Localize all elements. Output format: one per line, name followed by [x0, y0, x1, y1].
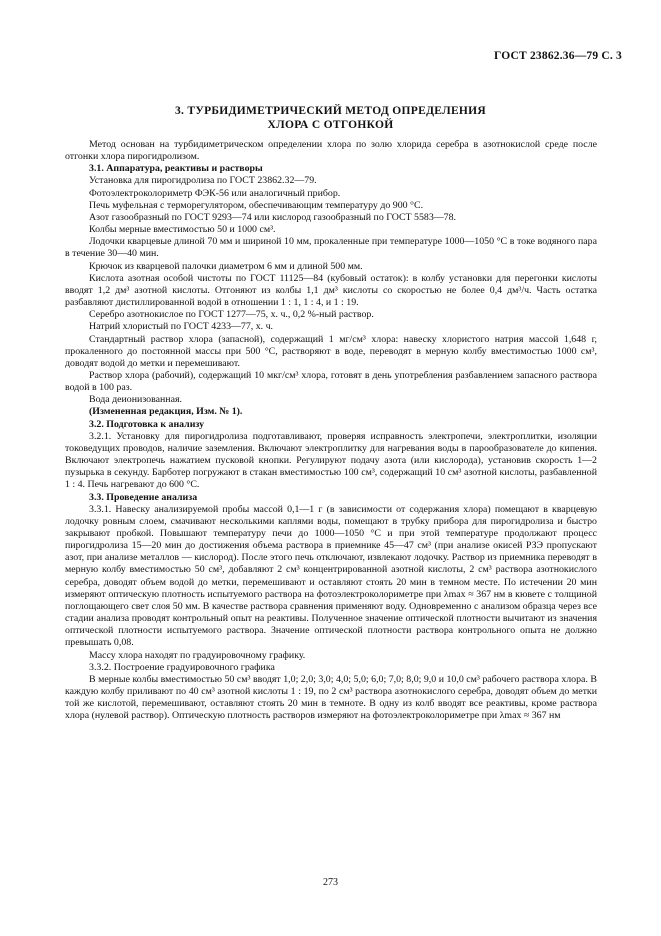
body-paragraph: Азот газообразный по ГОСТ 9293—74 или кислород газообразный по ГОСТ 5583—78. — [89, 211, 457, 223]
subsection-heading: 3.1. Аппаратура, реактивы и растворы — [89, 163, 263, 175]
body-paragraph: Лодочки кварцевые длиной 70 мм и шириной 10 мм, прокаленные при температуре 1000—1050 °С в токе водяного пара в течение 30—40 мин. — [65, 236, 597, 260]
body-paragraph: Вода деионизованная. — [89, 394, 182, 406]
body-paragraph: Натрий хлористый по ГОСТ 4233—77, х. ч. — [89, 321, 274, 333]
subsection-heading: 3.3. Проведение анализа — [89, 491, 198, 503]
subsection-heading: 3.2. Подготовка к анализу — [89, 418, 205, 430]
body-paragraph: Колбы мерные вместимостью 50 и 1000 см³. — [89, 224, 276, 236]
page-number: 273 — [323, 877, 338, 888]
body-paragraph: В мерные колбы вместимостью 50 см³ вводят 1,0; 2,0; 3,0; 4,0; 5,0; 6,0; 7,0; 8,0; 9,0 и 10,0 см³ рабочего раствора хлора. В каждую колбу приливают по 40 см³ азотной кислоты 1 : 19, по 2 см³ раствора азотнокислого серебра, доводят объем до метки той же кислотой, перемешивают, оставляют стоять 20 мин в темноте. В одну из колб вводят все реактивы, кроме раствора хлора (нулевой раствор). Оптическую плотность растворов измеряют на фотоэлектроколориметре при λmax ≈ 367 нм — [65, 673, 597, 722]
body-paragraph: 3.3.2. Построение градуировочного графика — [89, 661, 275, 673]
body-paragraph: Крючок из кварцевой палочки диаметром 6 мм и длиной 500 мм. — [89, 260, 363, 272]
body-paragraph: Массу хлора находят по градуировочному графику. — [89, 649, 306, 661]
section-title-line-1: 3. ТУРБИДИМЕТРИЧЕСКИЙ МЕТОД ОПРЕДЕЛЕНИЯ — [174, 105, 487, 117]
body-paragraph: Стандартный раствор хлора (запасной), содержащий 1 мг/см³ хлора: навеску хлористого натрия массой 1,648 г, прокаленного до постоянной массы при 500 °С, растворяют в воде, переводят в мерную колбу вместимостью 1000 см³, доводят водой до метки и перемешивают. — [65, 333, 597, 369]
body-paragraph: Серебро азотнокислое по ГОСТ 1277—75, х. ч., 0,2 %-ный раствор. — [89, 309, 374, 321]
document-body — [65, 139, 597, 723]
body-paragraph: Кислота азотная особой чистоты по ГОСТ 11125—84 (кубовый остаток): в колбу установки для перегонки кислоты вводят 1,2 дм³ азотной кислоты. Отгоняют из колбы 1,1 дм³ кислоты со скоростью не более 0,4 дм³/ч. Часть остатка разбавляют дистиллированной водой в отношении 1 : 1, 1 : 4, и 1 : 19. — [65, 272, 597, 309]
body-paragraph: 3.2.1. Установку для пирогидролиза подготавливают, проверяя исправность электропечи, электроплитки, изоляции токоведущих проводов, наличие заземления. Включают электроплитку для нагревания воды в парообразователе до кипения. Включают электропечь нажатием пусковой кнопки. Регулируют подачу азота (или кислорода), установив скорость 1—2 пузырька в секунду. Барботер погружают в стакан вместимостью 100 см³, содержащий 10 см³ азотной кислоты, разбавленной 1 : 4. Печь нагревают до 600 °С. — [65, 430, 597, 491]
standard-header: ГОСТ 23862.36—79 С. 3 — [494, 50, 622, 62]
section-title-line-2: ХЛОРА С ОТГОНКОЙ — [267, 119, 394, 131]
body-paragraph: 3.3.1. Навеску анализируемой пробы массой 0,1—1 г (в зависимости от содержания хлора) помещают в кварцевую лодочку ровным слоем, смачивают несколькими каплями воды, помещают в трубку прибора для пирогидролиза и быстро закрывают пробкой. Повышают температуру печи до 1000—1050 °С и при этой температуре продолжают процесс пирогидролиза 15—20 мин до достижения объема раствора в приемнике 45—47 см³ (при анализе окисей РЗЭ пропускают азот, при анализе металлов — кислород). После этого печь отключают, извлекают лодочку. Раствор из приемника переводят в мерную колбу вместимостью 50 см³, добавляют 2 см³ концентрированной азотной кислоты, 2 см³ раствора азотнокислого серебра, доводят объем водой до метки, перемешивают и оставляют стоять 20 мин в темном месте. По истечении 20 мин измеряют оптическую плотность испытуемого раствора на фотоэлектроколориметре при λmax ≈ 367 нм в кювете с толщиной поглощающего свет слоя 50 мм. В качестве раствора сравнения применяют воду. Одновременно с анализом образца через все стадии анализа проводят контрольный опыт на реактивы. Полученное значение оптической плотности вычитают из значения оптической плотности испытуемого раствора. Значение оптической плотности раствора контрольного опыта не должно превышать 0,08. — [65, 503, 597, 649]
body-paragraph: Установка для пирогидролиза по ГОСТ 23862.32—79. — [89, 175, 317, 187]
body-paragraph: Раствор хлора (рабочий), содержащий 10 мкг/см³ хлора, готовят в день употребления разбавлением запасного раствора водой в 100 раз. — [65, 369, 597, 394]
amendment-note: (Измененная редакция, Изм. № 1). — [89, 406, 243, 418]
body-paragraph: Метод основан на турбидиметрическом определении хлора по золю хлорида серебра в азотнокислой среде после отгонки хлора пирогидролизом. — [65, 139, 597, 163]
body-paragraph: Печь муфельная с терморегулятором, обеспечивающим температуру до 900 °С. — [89, 199, 424, 211]
body-paragraph: Фотоэлектроколориметр ФЭК-56 или аналогичный прибор. — [89, 187, 341, 199]
